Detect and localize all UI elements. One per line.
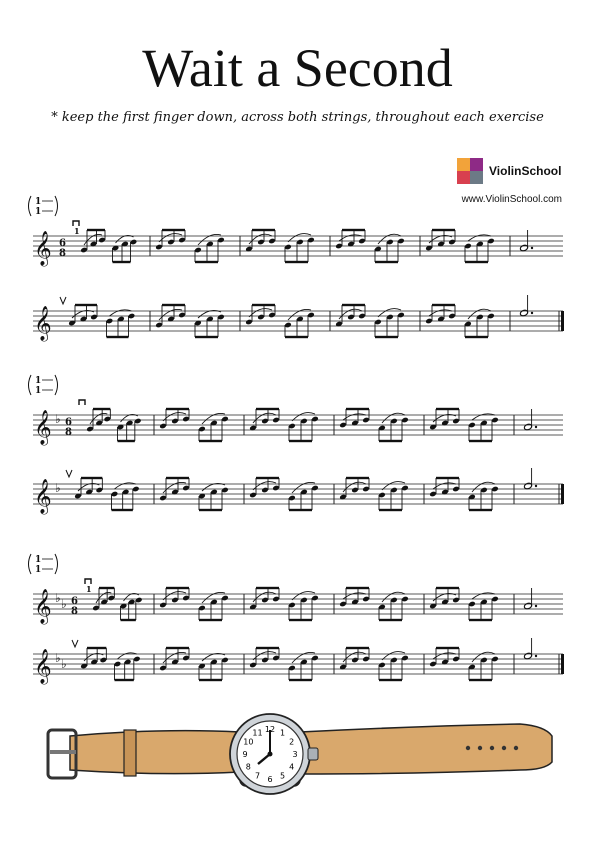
beam [256,647,279,649]
dial-number: 9 [242,750,248,759]
beam [162,229,185,231]
treble-clef-icon: 𝄞 [34,410,52,445]
beam [375,261,398,263]
beam [432,304,455,306]
beam [436,647,459,649]
beam [379,619,402,621]
time-signature-bottom: 8 [71,606,78,617]
beam [256,408,279,410]
beam [75,304,97,306]
final-bar-thick [561,484,564,504]
finger-marking-top: 1 [35,555,42,565]
dial-number: 1 [279,728,286,738]
beam [252,229,275,231]
finger-marking-bottom: 1 [35,386,42,396]
beam [199,619,222,621]
dial-number: 12 [264,725,276,734]
beam [166,477,189,479]
bracket-right [55,375,58,395]
beam [118,440,135,442]
finger-marking-top: 1 [35,197,42,207]
treble-clef-icon: 𝄞 [34,306,52,341]
beam [465,336,488,338]
beam [375,336,398,338]
beam [346,587,369,589]
beam [107,336,129,338]
dot [531,312,533,314]
website-url: www.ViolinSchool.com [461,194,562,205]
final-bar-thick [561,311,564,331]
bracket-left [29,375,32,395]
beam [199,509,222,511]
beam [81,477,102,479]
beam [379,440,402,442]
beam [465,261,488,263]
instruction-subtitle: * keep the first finger down, across both strings, throughout each exercise [51,110,544,125]
dial-number: 5 [279,771,286,781]
beam [469,509,492,511]
beam [99,587,114,589]
beam [342,229,365,231]
beam [195,336,218,338]
final-bar-thick [561,654,564,674]
dial-number: 2 [289,737,295,747]
flat-sign-icon: ♭ [55,412,61,426]
dot [535,605,537,607]
dot [535,485,537,487]
up-bow-icon [60,297,66,304]
bracket-right [55,554,58,574]
beam [112,509,133,511]
beam [252,304,275,306]
beam [432,229,455,231]
time-signature-top: 6 [71,596,78,607]
beam [166,647,189,649]
beam [115,679,134,681]
beam [285,261,308,263]
dial-number: 7 [254,771,261,781]
beam [93,408,110,410]
beam [346,647,369,649]
bracket-left [29,196,32,216]
beam [162,304,185,306]
bracket-right [55,196,58,216]
beam [469,619,492,621]
flat-sign-icon: ♭ [55,481,61,495]
beam [199,679,222,681]
beam [113,261,131,263]
dial-number: 10 [243,737,254,747]
up-bow-icon [72,640,78,647]
logo-text: ViolinSchool [489,164,562,178]
fingering-number: 1 [74,226,80,236]
beam [289,509,312,511]
beam [469,440,492,442]
beam [256,477,279,479]
beam [346,408,369,410]
fingering-number: 1 [86,584,92,594]
finger-marking-top: 1 [35,376,42,386]
beam [166,587,189,589]
beam [379,679,402,681]
beam [289,619,312,621]
beam [87,229,105,231]
dot [531,247,533,249]
beam [346,477,369,479]
flat-sign-icon: ♭ [55,591,61,605]
time-signature-bottom: 8 [65,427,72,438]
beam [285,336,308,338]
beam [436,408,459,410]
beam [436,587,459,589]
beam [289,679,312,681]
time-signature-top: 6 [65,417,72,428]
beam [379,509,402,511]
dial-number: 11 [252,728,263,738]
beam [469,679,492,681]
dial-number: 4 [289,762,295,772]
flat-sign-icon: ♭ [61,657,67,671]
finger-marking-bottom: 1 [35,207,42,217]
treble-clef-icon: 𝄞 [34,479,52,514]
dot [535,655,537,657]
page-title: Wait a Second [142,38,453,98]
dial-number: 3 [292,750,298,759]
beam [195,261,218,263]
time-signature-top: 6 [59,238,66,249]
time-signature-bottom: 8 [59,248,66,259]
beam [436,477,459,479]
beam [342,304,365,306]
beam [289,440,312,442]
finger-marking-bottom: 1 [35,565,42,575]
beam [166,408,189,410]
beam [121,619,136,621]
beam [199,440,222,442]
dial-number: 8 [245,762,251,772]
beam [87,647,106,649]
flat-sign-icon: ♭ [61,597,67,611]
dot [535,426,537,428]
treble-clef-icon: 𝄞 [34,231,52,266]
wristwatch-icon [40,710,560,800]
beam [256,587,279,589]
dial-number: 6 [267,775,273,784]
treble-clef-icon: 𝄞 [34,589,52,624]
treble-clef-icon: 𝄞 [34,649,52,684]
flat-sign-icon: ♭ [55,651,61,665]
bracket-left [29,554,32,574]
up-bow-icon [66,470,72,477]
down-bow-icon [79,400,85,405]
